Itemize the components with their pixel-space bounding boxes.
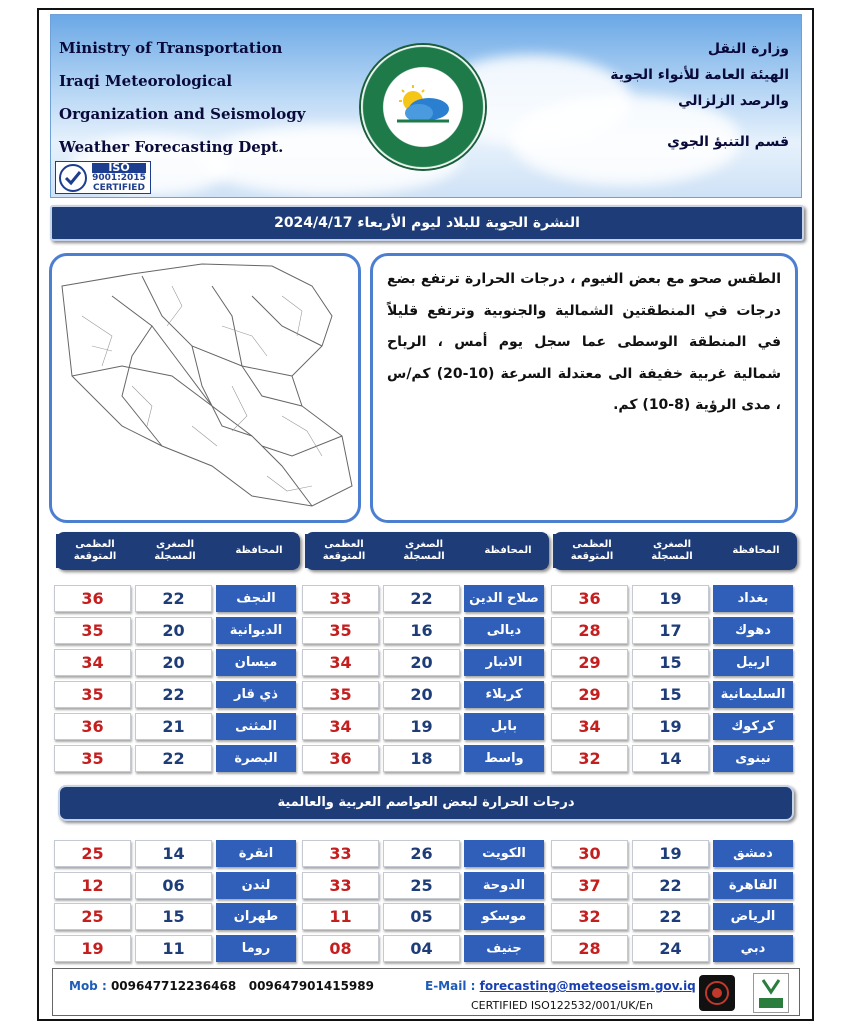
header-min: الصغرى المسجلة	[633, 534, 711, 568]
capitals-title: درجات الحرارة لبعض العواصم العربية والعالمية	[58, 785, 794, 821]
province-min: 22	[135, 585, 212, 612]
capital-max: 30	[551, 840, 628, 867]
capital-max: 37	[551, 872, 628, 899]
table-header-group-3	[56, 532, 300, 570]
province-name: الديوانية	[216, 617, 296, 644]
capital-max: 25	[54, 903, 131, 930]
province-name: السليمانية	[713, 681, 793, 708]
capital-min: 22	[632, 872, 709, 899]
province-name: نينوى	[713, 745, 793, 772]
province-max: 36	[551, 585, 628, 612]
province-name: بغداد	[713, 585, 793, 612]
footer	[52, 968, 800, 1016]
iso-badge	[55, 161, 151, 194]
province-name: كركوك	[713, 713, 793, 740]
province-min: 22	[383, 585, 460, 612]
table-header-group-2	[305, 532, 549, 570]
header-max: العظمى المتوقعة	[305, 534, 383, 568]
capital-max: 25	[54, 840, 131, 867]
province-max: 35	[54, 617, 131, 644]
capital-name: انقرة	[216, 840, 296, 867]
mob-label: Mob :	[69, 979, 107, 993]
iraq-map	[49, 253, 361, 523]
table-header-group-1	[553, 532, 797, 570]
capital-min: 15	[135, 903, 212, 930]
header-max: العظمى المتوقعة	[56, 534, 134, 568]
province-max: 36	[54, 713, 131, 740]
header-banner	[50, 14, 802, 198]
iso-number: 9001:2015	[92, 172, 146, 183]
province-min: 22	[135, 681, 212, 708]
province-max: 34	[551, 713, 628, 740]
organization-logo	[361, 45, 485, 169]
capital-name: جنيف	[464, 935, 544, 962]
province-max: 34	[302, 649, 379, 676]
province-max: 35	[302, 617, 379, 644]
iso-check-icon	[58, 163, 88, 193]
province-name: ميسان	[216, 649, 296, 676]
bulletin-title: النشرة الجوية للبلاد ليوم الأربعاء 2024/4/17	[50, 205, 804, 241]
capital-max: 19	[54, 935, 131, 962]
iso-label: ISO	[92, 163, 146, 173]
capital-min: 25	[383, 872, 460, 899]
footer-email	[425, 979, 696, 993]
capital-max: 11	[302, 903, 379, 930]
capital-name: موسكو	[464, 903, 544, 930]
province-min: 16	[383, 617, 460, 644]
header-en-line-4: Weather Forecasting Dept.	[59, 138, 284, 156]
province-min: 20	[135, 617, 212, 644]
province-max: 33	[302, 585, 379, 612]
capital-min: 05	[383, 903, 460, 930]
header-en-line-3: Organization and Seismology	[59, 105, 306, 123]
capital-name: طهران	[216, 903, 296, 930]
header-governorate: المحافظة	[717, 534, 795, 568]
capital-name: الدوحة	[464, 872, 544, 899]
province-min: 20	[383, 649, 460, 676]
province-name: صلاح الدين	[464, 585, 544, 612]
province-min: 18	[383, 745, 460, 772]
ukas-logo	[753, 973, 789, 1013]
header-en-line-1: Ministry of Transportation	[59, 39, 283, 57]
province-min: 20	[135, 649, 212, 676]
footer-mobile	[69, 979, 374, 993]
capital-name: روما	[216, 935, 296, 962]
province-min: 15	[632, 649, 709, 676]
province-name: ذي قار	[216, 681, 296, 708]
capital-max: 33	[302, 872, 379, 899]
capital-min: 04	[383, 935, 460, 962]
capital-min: 14	[135, 840, 212, 867]
province-min: 22	[135, 745, 212, 772]
capital-max: 12	[54, 872, 131, 899]
capital-name: الرياض	[713, 903, 793, 930]
capital-min: 19	[632, 840, 709, 867]
province-max: 28	[551, 617, 628, 644]
capital-min: 11	[135, 935, 212, 962]
province-max: 29	[551, 649, 628, 676]
header-governorate: المحافظة	[220, 534, 298, 568]
capital-name: دبي	[713, 935, 793, 962]
header-ar-line-3: والرصد الزلزالي	[678, 93, 789, 109]
forecast-text: الطقس صحو مع بعض الغيوم ، درجات الحرارة ترتفع بضع درجات في المنطقتين الشمالية والجنوبية وترتفع قليلاً في المنطقة الوسطى عما سجل يوم أمس ، الرياح شمالية غربية خفيفة الى معتدلة السرعة (10-20) كم/س ، مدى الرؤية (8-10) كم.	[370, 253, 798, 523]
capital-name: الكويت	[464, 840, 544, 867]
province-max: 32	[551, 745, 628, 772]
capital-min: 24	[632, 935, 709, 962]
province-max: 35	[302, 681, 379, 708]
capital-min: 26	[383, 840, 460, 867]
province-name: البصرة	[216, 745, 296, 772]
capital-max: 08	[302, 935, 379, 962]
header-min: الصغرى المسجلة	[136, 534, 214, 568]
province-max: 34	[302, 713, 379, 740]
header-ar-line-4: قسم التنبؤ الجوي	[667, 134, 789, 150]
province-name: كربلاء	[464, 681, 544, 708]
province-min: 20	[383, 681, 460, 708]
province-min: 19	[383, 713, 460, 740]
footer-certified: CERTIFIED ISO122532/001/UK/En	[471, 999, 654, 1012]
province-max: 29	[551, 681, 628, 708]
header-ar-line-1: وزارة النقل	[707, 41, 789, 57]
header-max: العظمى المتوقعة	[553, 534, 631, 568]
capital-max: 32	[551, 903, 628, 930]
province-name: ديالى	[464, 617, 544, 644]
province-name: الانبار	[464, 649, 544, 676]
header-governorate: المحافظة	[469, 534, 547, 568]
capital-min: 06	[135, 872, 212, 899]
province-min: 17	[632, 617, 709, 644]
province-min: 19	[632, 585, 709, 612]
province-max: 36	[54, 585, 131, 612]
capital-name: لندن	[216, 872, 296, 899]
province-max: 35	[54, 681, 131, 708]
province-name: واسط	[464, 745, 544, 772]
province-max: 35	[54, 745, 131, 772]
province-min: 14	[632, 745, 709, 772]
header-ar-line-2: الهيئة العامة للأنواء الجوية	[610, 67, 789, 83]
province-name: اربيل	[713, 649, 793, 676]
email-link[interactable]: forecasting@meteoseism.gov.iq	[479, 979, 696, 993]
email-label: E-Mail :	[425, 979, 476, 993]
province-max: 36	[302, 745, 379, 772]
certification-logo	[699, 975, 735, 1011]
province-min: 21	[135, 713, 212, 740]
province-name: بابل	[464, 713, 544, 740]
capital-max: 33	[302, 840, 379, 867]
province-name: دهوك	[713, 617, 793, 644]
iso-sub: CERTIFIED	[93, 182, 145, 193]
capital-name: دمشق	[713, 840, 793, 867]
capital-max: 28	[551, 935, 628, 962]
capital-min: 22	[632, 903, 709, 930]
header-min: الصغرى المسجلة	[385, 534, 463, 568]
province-min: 19	[632, 713, 709, 740]
capital-name: القاهرة	[713, 872, 793, 899]
province-min: 15	[632, 681, 709, 708]
mob-phones: 009647712236468 009647901415989	[110, 979, 374, 993]
header-en-line-2: Iraqi Meteorological	[59, 72, 233, 90]
province-name: المثنى	[216, 713, 296, 740]
province-max: 34	[54, 649, 131, 676]
province-name: النجف	[216, 585, 296, 612]
